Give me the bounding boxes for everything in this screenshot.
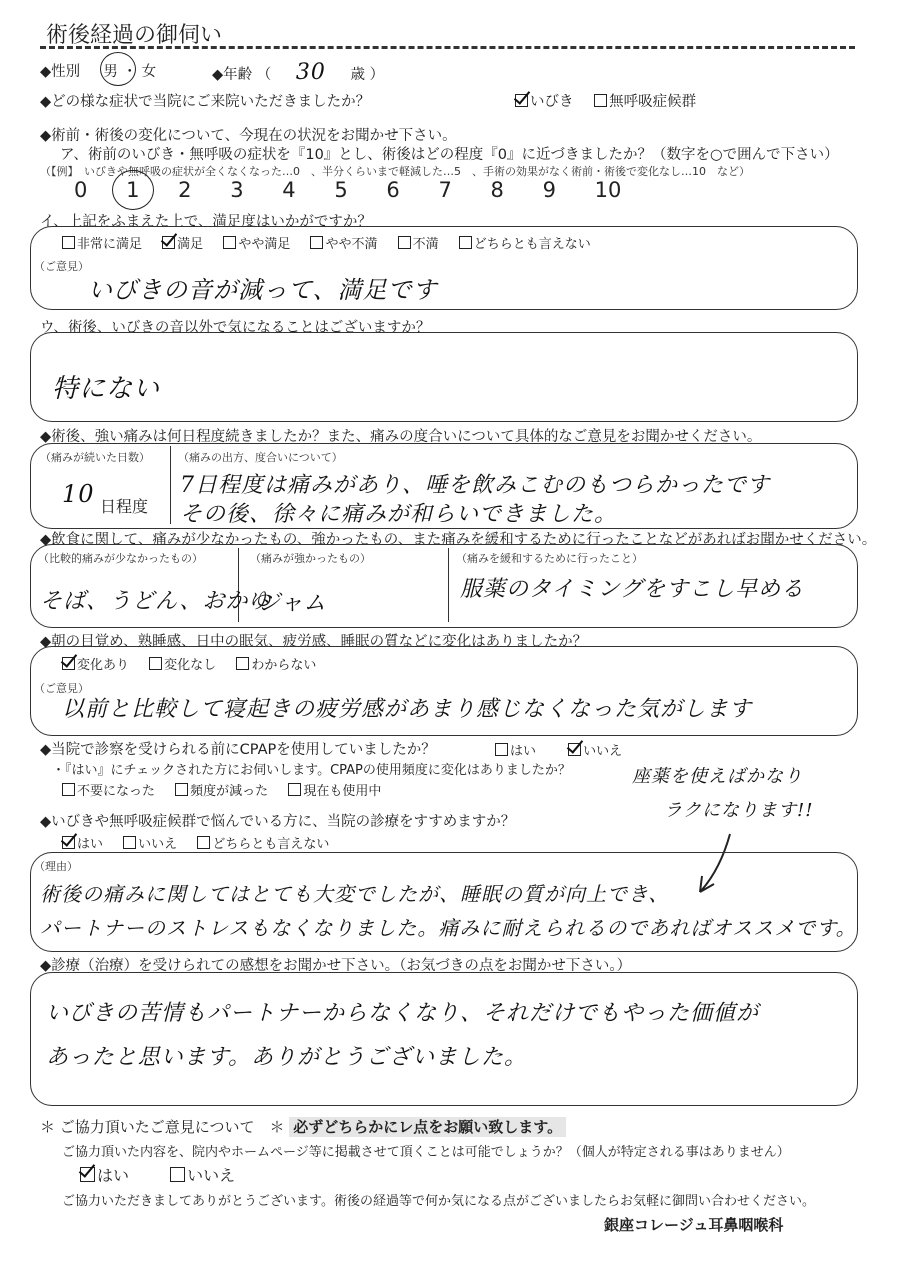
recommend-no-checkbox[interactable] [123, 836, 136, 849]
impressions-line2[interactable]: あったと思います。ありがとうございました。 [46, 1045, 528, 1070]
scale-10[interactable]: 10 [594, 178, 622, 202]
scale-1-circle-mark [112, 170, 154, 210]
side-note-line2: ラクになります!! [664, 800, 814, 821]
page-title: 術後経過の御伺い [46, 23, 223, 48]
pain-detail-label: （痛みの出方、度合いについて） [178, 451, 343, 464]
q2-question: ◆術前・術後の変化について、今現在の状況をお聞かせ下さい。 [40, 128, 457, 144]
age-value[interactable]: 30 [295, 60, 326, 85]
pain-detail-line2[interactable]: その後、徐々に痛みが和らいできました。 [180, 502, 618, 527]
pain-days-unit: 日程度 [100, 497, 149, 516]
scale-3[interactable]: 3 [230, 178, 244, 202]
cpap-reduced-label: 頻度が減った [190, 784, 269, 799]
age-open-paren: （ [256, 67, 272, 83]
apnea-label: 無呼吸症候群 [609, 94, 697, 110]
satisfaction-neutral-checkbox[interactable] [459, 236, 472, 249]
cpap-current-checkbox[interactable] [288, 783, 301, 796]
scale-7[interactable]: 7 [438, 178, 452, 202]
q2u-question: ウ、術後、いびきの音以外で気になることはございますか？ [40, 320, 431, 336]
satisfaction-options [62, 233, 591, 252]
publish-yes-label: はい [97, 1166, 130, 1185]
footer-heading [40, 1116, 566, 1137]
recommend-yes-label: はい [77, 837, 104, 852]
sleep-unchanged-checkbox[interactable] [149, 657, 162, 670]
pain-days-value[interactable]: 10 [62, 480, 95, 508]
satisfaction-dis-checkbox[interactable] [398, 236, 411, 249]
satisfaction-satisfied-checkbox[interactable] [162, 236, 175, 249]
clinic-name: 銀座コレージュ耳鼻咽喉科 [604, 1216, 784, 1234]
satisfaction-very-checkbox[interactable] [62, 236, 75, 249]
impressions-line1[interactable]: いびきの苦情もパートナーからなくなり、それだけでもやった価値が [46, 1001, 760, 1026]
side-note-line1: 座薬を使えばかなり [632, 766, 803, 787]
gender-row [40, 60, 156, 81]
food-strong-value[interactable]: ジャム [258, 591, 327, 616]
q4-question: ◆飲食に関して、痛みが少なかったもの、強かったもの、また痛みを緩和するために行ったことなどがあればお聞かせください。 [40, 532, 877, 548]
q8-question: ◆診療（治療）を受けられての感想をお聞かせ下さい。（お気づきの点をお聞かせ下さい。） [40, 958, 632, 974]
q1-options [515, 90, 696, 111]
recommend-neutral-checkbox[interactable] [197, 836, 210, 849]
footer-question: ご協力頂いた内容を、院内やホームページ等に掲載させて頂くことは可能でしょうか？（個人が特定される事はありません） [62, 1145, 790, 1160]
satisfaction-somewhat-checkbox[interactable] [223, 236, 236, 249]
satisfaction-neutral-label: どちらとも言えない [473, 237, 591, 252]
satisfaction-dis-label: 不満 [412, 237, 439, 252]
sleep-unknown-label: わからない [251, 658, 317, 673]
publish-no-label: いいえ [187, 1166, 236, 1185]
reason-label: （理由） [34, 860, 78, 873]
footer-thanks: ご協力いただきましてありがとうございます。術後の経過等で何か気になる点がございましたらお気軽に御問い合わせください。 [62, 1194, 815, 1209]
q7-question: ◆いびきや無呼吸症候群で悩んでいる方に、当院の診療をすすめますか？ [40, 814, 516, 830]
reason-line2[interactable]: パートナーのストレスもなくなりました。痛みに耐えられるのであればオススメです。 [40, 916, 857, 940]
scale-8[interactable]: 8 [490, 178, 504, 202]
q5-question: ◆朝の目覚め、熟睡感、日中の眠気、疲労感、睡眠の質などに変化はありましたか？ [40, 634, 588, 650]
food-box-divider-2 [448, 548, 449, 622]
title-divider [40, 46, 855, 49]
satisfaction-very-label: 非常に満足 [77, 237, 143, 252]
sleep-opinion[interactable]: 以前と比較して寝起きの疲労感があまり感じなくなった気がします [62, 697, 753, 722]
cpap-sub-options [62, 780, 381, 799]
cpap-current-label: 現在も使用中 [303, 784, 382, 799]
sleep-unknown-checkbox[interactable] [236, 657, 249, 670]
satisfaction-somewhat-dis-checkbox[interactable] [310, 236, 323, 249]
q3-question: ◆術後、強い痛みは何日程度続きましたか？また、痛みの度合いについて具体的なご意見をお聞かせください。 [40, 429, 762, 445]
footer-heading-a: ＊ ご協力頂いたご意見について ＊ [40, 1118, 285, 1136]
sleep-changed-checkbox[interactable] [62, 657, 75, 670]
gender-separator: ・ [122, 64, 137, 80]
scale-5[interactable]: 5 [334, 178, 348, 202]
age-row [212, 60, 384, 85]
cpap-options [495, 740, 622, 759]
age-close-paren: ） [369, 67, 385, 83]
snoring-checkbox[interactable] [515, 94, 528, 107]
q2-sub-a: ア、術前のいびき・無呼吸の症状を『10』とし、術後はどの程度『0』に近づきましたか？（数字を○で囲んで下さい） [60, 147, 839, 163]
footer-options [80, 1163, 235, 1186]
food-relief-value[interactable]: 服薬のタイミングをすこし早める [460, 577, 805, 602]
q6-question: ◆当院で診察を受けられる前にCPAPを使用していましたか？ [40, 742, 436, 758]
snoring-label: いびき [530, 94, 574, 110]
food-less-value[interactable]: そば、うどん、おかゆ [40, 589, 272, 614]
scale-2[interactable]: 2 [178, 178, 192, 202]
sleep-options [62, 654, 316, 673]
satisfaction-somewhat-dis-label: やや不満 [325, 237, 378, 252]
pain-days-label: （痛みが続いた日数） [40, 451, 150, 464]
cpap-yes-label: はい [510, 744, 537, 759]
publish-yes-checkbox[interactable] [80, 1167, 95, 1182]
cpap-no-label: いいえ [583, 744, 623, 759]
sleep-changed-label: 変化あり [77, 658, 130, 673]
satisfaction-satisfied-label: 満足 [177, 237, 204, 252]
food-relief-label: （痛みを緩和するために行ったこと） [456, 552, 643, 565]
q1-question: ◆どの様な症状で当院にご来院いただきましたか？ [40, 94, 371, 110]
apnea-checkbox[interactable] [594, 94, 607, 107]
satisfaction-somewhat-label: やや満足 [238, 237, 291, 252]
pain-detail-line1[interactable]: 7日程度は痛みがあり、唾を飲みこむのもつらかったです [180, 473, 770, 498]
other-concerns-answer[interactable]: 特にない [52, 374, 161, 404]
food-strong-label: （痛みが強かったもの） [250, 552, 371, 565]
male-circle-mark [100, 52, 136, 86]
reason-line1[interactable]: 術後の痛みに関してはとても大変でしたが、睡眠の質が向上でき、 [40, 882, 670, 906]
recommend-no-label: いいえ [138, 837, 178, 852]
sleep-unchanged-label: 変化なし [164, 658, 217, 673]
scale-9[interactable]: 9 [542, 178, 556, 202]
gender-label: ◆性別 [40, 64, 81, 80]
gender-male[interactable]: 男 [103, 64, 118, 80]
q2-example: （【例】 いびきや無呼吸の症状が全くなくなった…0 、半分くらいまで軽減した…5 、手術の効果がなく術前・術後で変化なし…10 など） [40, 165, 750, 178]
publish-no-checkbox[interactable] [170, 1167, 185, 1182]
scale-0[interactable]: 0 [74, 178, 88, 202]
recommend-options [62, 833, 329, 852]
recommend-yes-checkbox[interactable] [62, 836, 75, 849]
food-less-label: （比較的痛みが少なかったもの） [38, 552, 203, 565]
cpap-yes-checkbox[interactable] [495, 743, 508, 756]
pain-box-divider [170, 446, 171, 524]
cpap-reduced-checkbox[interactable] [175, 783, 188, 796]
sleep-opinion-label: （ご意見） [34, 682, 89, 695]
cpap-unneeded-checkbox[interactable] [62, 783, 75, 796]
scale-1[interactable]: 1 [126, 178, 140, 202]
satisfaction-opinion[interactable]: いびきの音が減って、満足です [88, 276, 438, 304]
gender-female[interactable]: 女 [141, 64, 157, 80]
scale-6[interactable]: 6 [386, 178, 400, 202]
recommend-neutral-label: どちらとも言えない [212, 837, 330, 852]
cpap-no-checkbox[interactable] [568, 743, 581, 756]
severity-scale [74, 178, 621, 202]
cpap-sub-question: ・『はい』にチェックされた方にお伺いします。CPAPの使用頻度に変化はありましたか？ [52, 763, 571, 778]
satisfaction-opinion-label: （ご意見） [34, 260, 89, 273]
scale-4[interactable]: 4 [282, 178, 296, 202]
footer-heading-b: 必ずどちらかにレ点をお願い致します。 [289, 1117, 566, 1137]
impressions-box [30, 972, 858, 1106]
cpap-unneeded-label: 不要になった [77, 784, 156, 799]
age-label: ◆年齢 [212, 67, 253, 83]
age-unit: 歳 [350, 67, 365, 83]
q2i-question: イ、上記をふまえた上で、満足度はいかがですか？ [40, 214, 372, 230]
